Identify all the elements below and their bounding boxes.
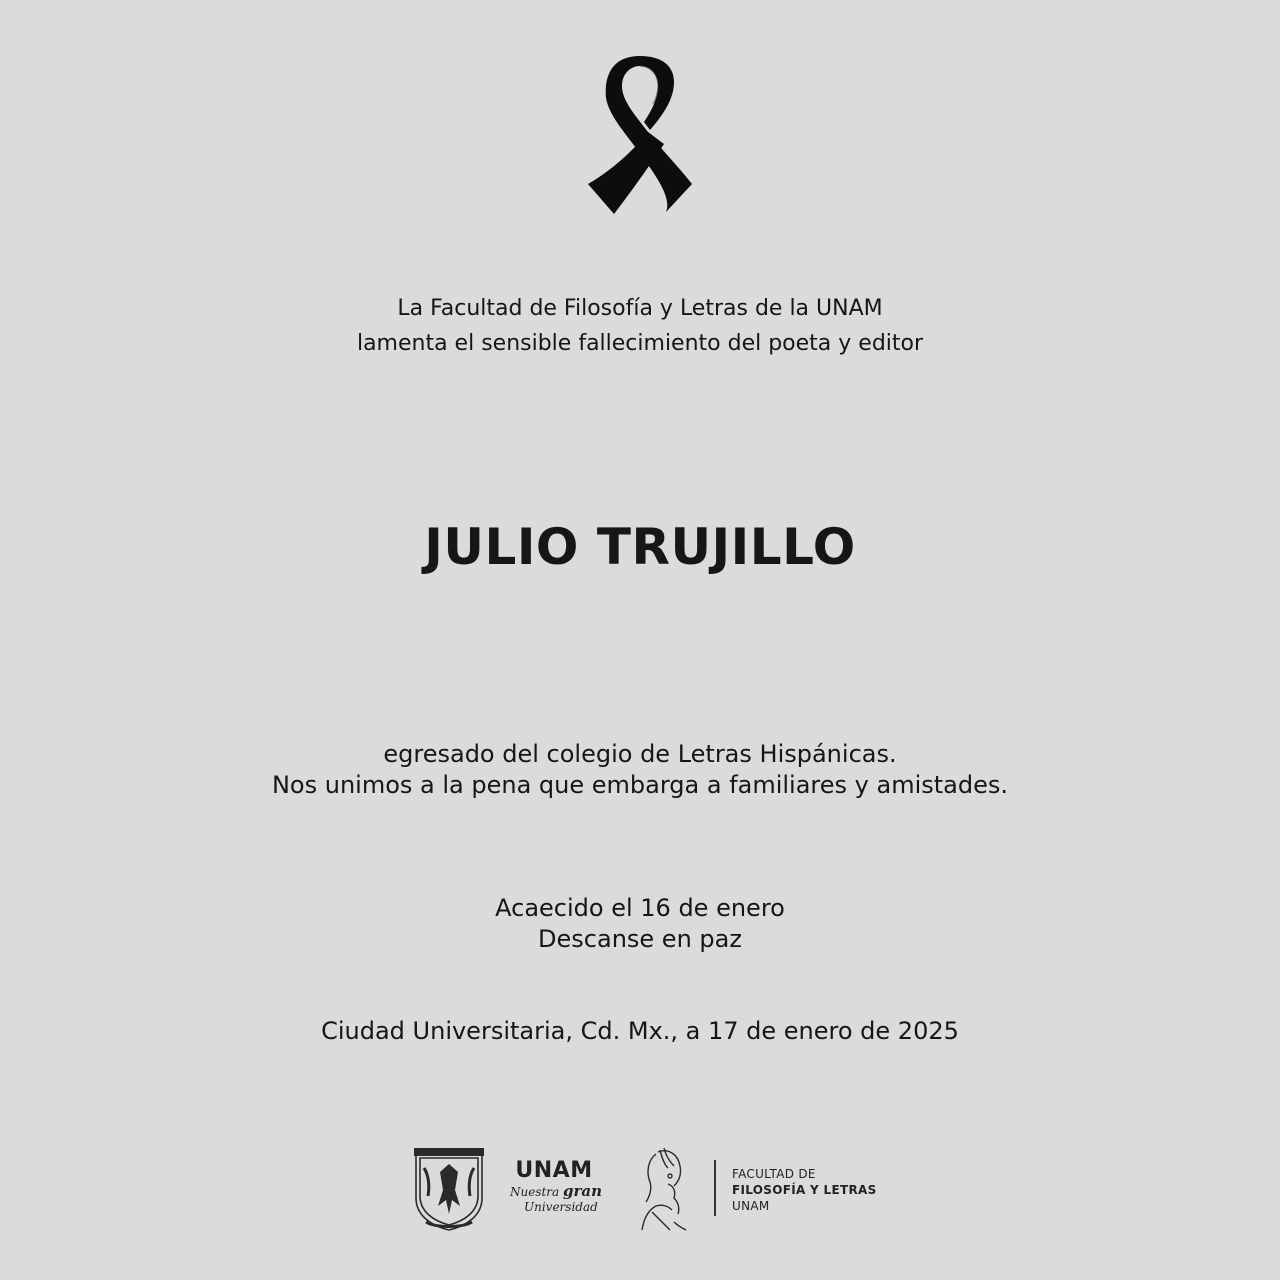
faculty-label-line-2: FILOSOFÍA Y LETRAS: [732, 1183, 877, 1197]
minerva-head-logo: [634, 1146, 694, 1232]
intro-line-1: La Facultad de Filosofía y Letras de la UNAM: [397, 296, 883, 321]
unam-word: UNAM: [515, 1158, 593, 1183]
passing-date: Acaecido el 16 de enero: [495, 894, 785, 922]
faculty-label-line-1: FACULTAD DE: [732, 1167, 816, 1181]
rest-in-peace: Descanse en paz: [538, 925, 742, 953]
mourning-ribbon-icon: [586, 52, 694, 216]
unam-tagline-2: Universidad: [524, 1200, 598, 1214]
unam-wordmark-logo: [506, 1158, 602, 1220]
message-line-2: Nos unimos a la pena que embarga a familiares y amistades.: [271, 771, 1009, 799]
place-and-date: Ciudad Universitaria, Cd. Mx., a 17 de enero de 2025: [321, 1017, 959, 1045]
unam-coat-of-arms-logo: [410, 1144, 488, 1234]
unam-tagline-1: Nuestra gran: [510, 1182, 603, 1200]
deceased-name: JULIO TRUJILLO: [424, 518, 856, 576]
logo-divider: [714, 1160, 716, 1216]
intro-line-2: lamenta el sensible fallecimiento del poeta y editor: [356, 331, 924, 356]
message-line-1: egresado del colegio de Letras Hispánicas.: [383, 740, 897, 768]
footer-logos: [410, 1144, 880, 1236]
faculty-label-line-3: UNAM: [732, 1199, 770, 1213]
